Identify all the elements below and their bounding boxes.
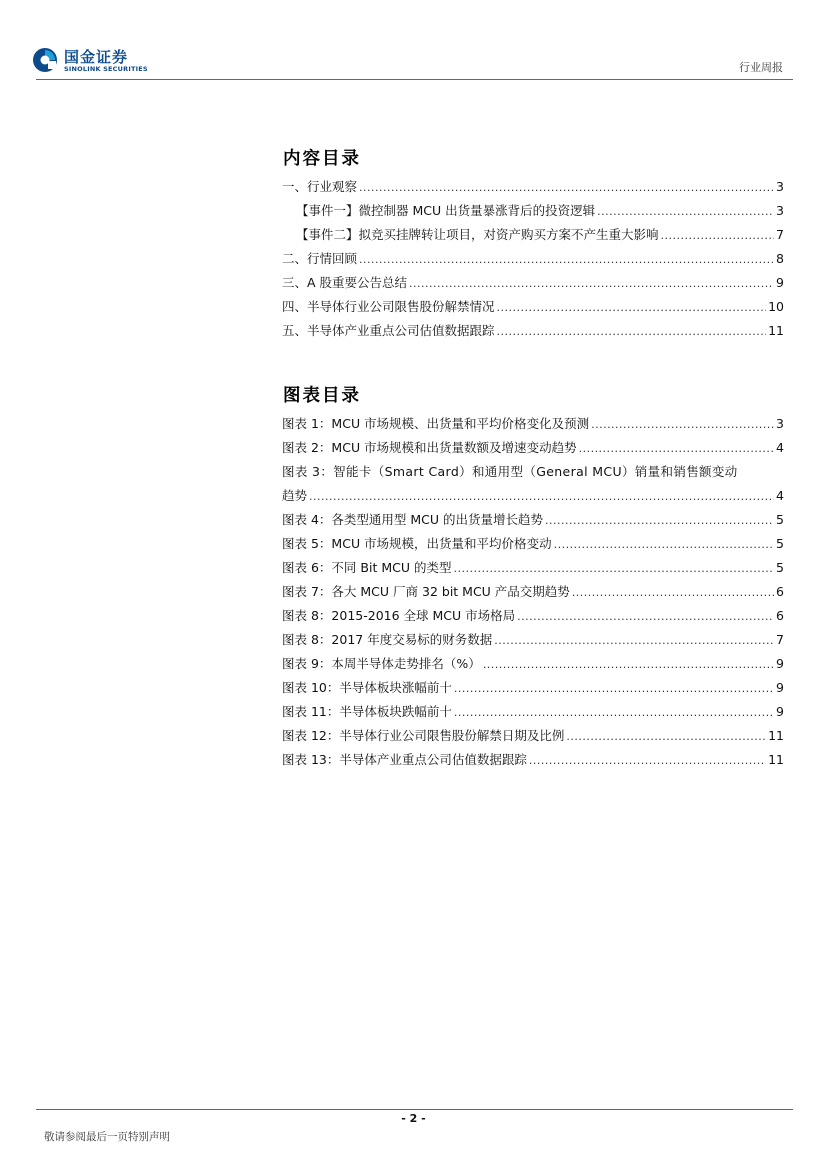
figure-entry-page: 9 <box>776 680 784 695</box>
leader-dots <box>591 413 774 437</box>
disclaimer-note: 敬请参阅最后一页特别声明 <box>44 1131 170 1143</box>
report-type-label: 行业周报 <box>739 61 783 74</box>
toc-entry-page: 10 <box>768 299 784 314</box>
leader-dots <box>409 272 774 296</box>
leader-dots <box>453 557 774 581</box>
leader-dots <box>572 581 774 605</box>
figure-entry-text: 图表 1：MCU 市场规模、出货量和平均价格变化及预测 <box>282 416 590 431</box>
leader-dots <box>494 629 774 653</box>
figure-entry-page: 9 <box>776 704 784 719</box>
leader-dots <box>359 248 774 272</box>
page-header <box>0 0 827 82</box>
toc-entry-page: 3 <box>776 179 784 194</box>
leader-dots <box>483 653 774 677</box>
toc-entry-page: 11 <box>768 323 784 338</box>
figures-list <box>282 412 784 772</box>
leader-dots <box>359 176 774 200</box>
figure-entry[interactable] <box>282 556 784 580</box>
figure-entry[interactable] <box>282 412 784 436</box>
toc-entry[interactable] <box>282 247 784 271</box>
contents-list <box>282 175 784 343</box>
toc-entry-text: 【事件一】微控制器 MCU 出货量暴涨背后的投资逻辑 <box>296 203 596 218</box>
leader-dots <box>566 725 766 749</box>
leader-dots <box>497 296 767 320</box>
leader-dots <box>579 437 774 461</box>
figure-entry[interactable] <box>282 508 784 532</box>
figure-entry-page: 11 <box>768 728 784 743</box>
figure-entry-page: 9 <box>776 656 784 671</box>
figure-entry-wrapped[interactable] <box>282 460 784 508</box>
toc-entry-page: 3 <box>776 203 784 218</box>
toc-entry-page: 7 <box>776 227 784 242</box>
contents-title: 内容目录 <box>283 149 361 169</box>
toc-entry-text: 【事件二】拟竞买挂牌转让项目，对资产购买方案不产生重大影响 <box>296 227 659 242</box>
figure-entry[interactable] <box>282 532 784 556</box>
leader-dots <box>454 701 774 725</box>
figure-entry-page: 6 <box>776 608 784 623</box>
leader-dots <box>497 320 767 344</box>
leader-dots <box>309 485 774 509</box>
figure-entry[interactable] <box>282 436 784 460</box>
figure-entry-text: 图表 7：各大 MCU 厂商 32 bit MCU 产品交期趋势 <box>282 584 570 599</box>
figure-entry[interactable] <box>282 700 784 724</box>
leader-dots <box>661 224 775 248</box>
toc-entry[interactable] <box>282 295 784 319</box>
footer-divider <box>36 1109 793 1110</box>
page-number: - 2 - <box>401 1112 426 1125</box>
figure-entry-page: 5 <box>776 560 784 575</box>
figure-entry[interactable] <box>282 724 784 748</box>
toc-entry[interactable] <box>282 199 784 223</box>
figure-entry-text: 图表 5：MCU 市场规模，出货量和平均价格变动 <box>282 536 552 551</box>
figure-entry-text-cont: 趋势 <box>282 488 308 503</box>
toc-entry-text: 三、A 股重要公告总结 <box>282 275 408 290</box>
toc-entry[interactable] <box>282 175 784 199</box>
figure-entry-text: 图表 13：半导体产业重点公司估值数据跟踪 <box>282 752 527 767</box>
toc-entry-page: 8 <box>776 251 784 266</box>
header-divider <box>36 79 793 80</box>
toc-entry[interactable] <box>282 271 784 295</box>
leader-dots <box>545 509 774 533</box>
figure-entry[interactable] <box>282 748 784 772</box>
toc-entry-text: 一、行业观察 <box>282 179 358 194</box>
logo-chinese-name: 国金证券 <box>64 48 129 66</box>
figure-entry-text: 图表 10：半导体板块涨幅前十 <box>282 680 452 695</box>
figure-entry-page: 5 <box>776 536 784 551</box>
figure-entry-page: 4 <box>776 488 784 503</box>
leader-dots <box>454 677 774 701</box>
figure-entry-text: 图表 12：半导体行业公司限售股份解禁日期及比例 <box>282 728 565 743</box>
figure-entry-text: 图表 9：本周半导体走势排名（%） <box>282 656 481 671</box>
figure-entry[interactable] <box>282 580 784 604</box>
leader-dots <box>554 533 774 557</box>
toc-entry-text: 四、半导体行业公司限售股份解禁情况 <box>282 299 495 314</box>
figure-entry-text: 图表 6：不同 Bit MCU 的类型 <box>282 560 452 575</box>
figure-entry-text: 图表 8：2015-2016 全球 MCU 市场格局 <box>282 608 516 623</box>
toc-entry[interactable] <box>282 223 784 247</box>
logo-english-name: SINOLINK SECURITIES <box>64 65 148 73</box>
toc-entry-text: 二、行情回顾 <box>282 251 358 266</box>
leader-dots <box>529 749 766 773</box>
leader-dots <box>517 605 774 629</box>
figure-entry-text: 图表 2：MCU 市场规模和出货量数额及增速变动趋势 <box>282 440 577 455</box>
figure-entry-page: 6 <box>776 584 784 599</box>
figures-title: 图表目录 <box>283 386 361 406</box>
figure-entry-text: 图表 8：2017 年度交易标的财务数据 <box>282 632 493 647</box>
figure-entry-text: 图表 4：各类型通用型 MCU 的出货量增长趋势 <box>282 512 544 527</box>
leader-dots <box>597 200 774 224</box>
figure-entry[interactable] <box>282 676 784 700</box>
toc-entry-page: 9 <box>776 275 784 290</box>
figure-entry-text: 图表 11：半导体板块跌幅前十 <box>282 704 452 719</box>
figure-entry-page: 5 <box>776 512 784 527</box>
figure-entry[interactable] <box>282 604 784 628</box>
figure-entry-continuation <box>282 484 784 508</box>
toc-entry[interactable] <box>282 319 784 343</box>
figure-entry[interactable] <box>282 628 784 652</box>
figure-entry-page: 3 <box>776 416 784 431</box>
figure-entry-page: 11 <box>768 752 784 767</box>
figure-entry-text: 图表 3：智能卡（Smart Card）和通用型（General MCU）销量和销售额变动 <box>282 464 738 479</box>
figure-entry[interactable] <box>282 652 784 676</box>
toc-entry-text: 五、半导体产业重点公司估值数据跟踪 <box>282 323 495 338</box>
sinolink-logo-icon <box>32 47 58 73</box>
figure-entry-page: 7 <box>776 632 784 647</box>
figure-entry-page: 4 <box>776 440 784 455</box>
company-logo <box>32 47 162 79</box>
